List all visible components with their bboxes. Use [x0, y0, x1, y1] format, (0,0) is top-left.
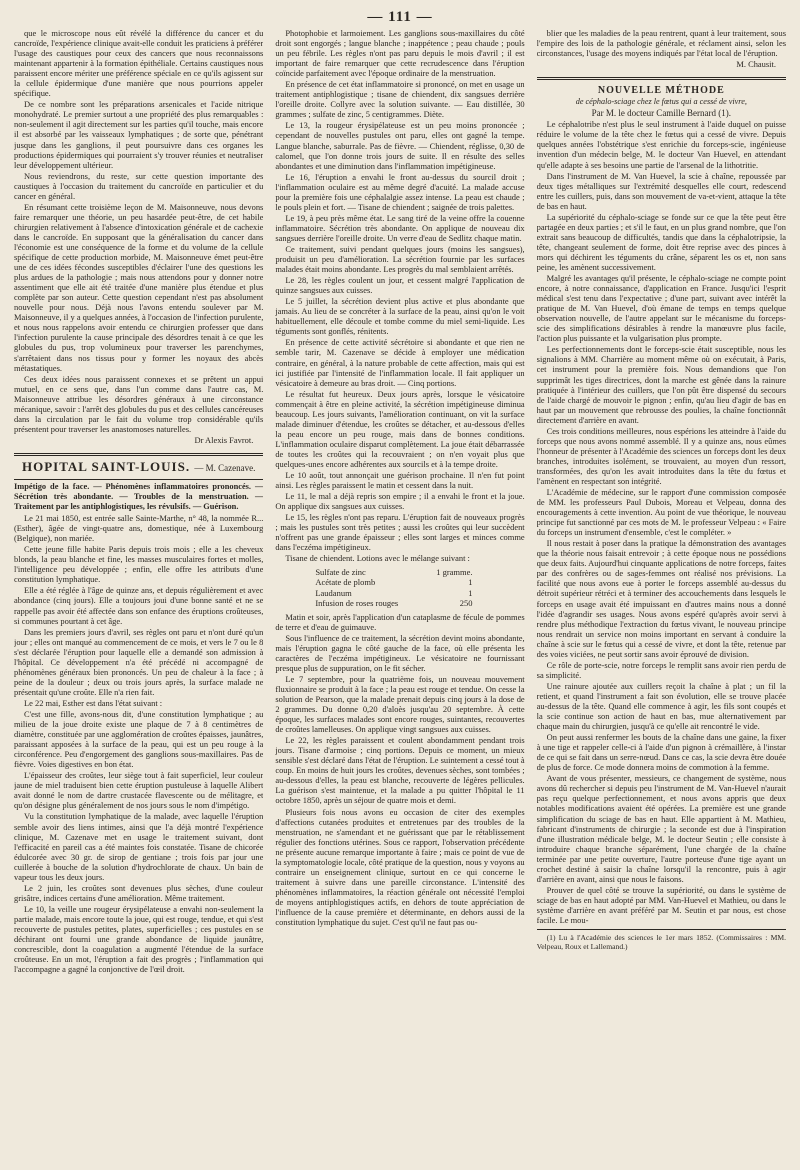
article-paragraph: Le 13, la rougeur érysipélateuse est un peu moins prononcée ; cependant de nouvelles pustules ont paru, elles ont gagné la tempe. Langue blanche, saburrale. Pas de fièvre. — Chiendent, réglisse, 0,30 de calomel, que l'on donne trois jours de suite. Il en résulte des selles abondantes et une diminution dans l'inflammation impétigineuse. [275, 120, 525, 171]
article-paragraph: Le 22, les règles paraissent et coulent abondamment pendant trois jours. Tisane d'armoise ; cinq portions. Depuis ce moment, un mieux sensible s'est déclaré dans l'état de l'éruption. Le suintement a cessé tout à coup. En moins de huit jours les croûtes, devenues sèches, sont tombées ; au-dessous d'elles, la peau est blanche, recouverte de légères pellicules. La guérison s'est maintenue, et la malade a pu quitter l'hôpital le 11 octobre 1850, après un séjour de quatre mois et demi. [275, 735, 525, 806]
article-paragraph: L'Académie de médecine, sur le rapport d'une commission composée de MM. les professeurs Paul Dubois, Moreau et Velpeau, donna des encouragements à cette invention. Au point de vue théorique, le nouveau principe fut sanctionné par ces mots de M. le professeur Velpeau : « Faire du forceps un instrument d'ensemble, c'est le compléter. » [536, 487, 786, 538]
hospital-author: — M. Cazenave. [194, 462, 256, 473]
footnote: (1) Lu à l'Académie des sciences le 1er mars 1852. (Commissaires : MM. Velpeau, Roux et Lallemand.) [537, 929, 786, 951]
article-paragraph: Le résultat fut heureux. Deux jours après, lorsque le vésicatoire commençait à être en pleine activité, la sécrétion impétigineuse diminua beaucoup. Les jours suivants, l'amélioration continuant, on vit la surface malade diminuer d'étendue, les croûtes se détacher, et au-dessous d'elles la peau encore un peu rouge, mais dans de bonnes conditions. L'inflammation oculaire disparut complètement. La joue était débarrassée de toutes les croûtes qui la recouvraient ; on n'en voyait plus que quelques-unes encore adhérentes aux sourcils et à la tempe droite. [275, 388, 525, 469]
article-paragraph: blier que les maladies de la peau rentrent, quant à leur traitement, sous l'empire des lois de la pathologie générale, et réclament ainsi, selon les circonstances, l'usage des moyens indiqués par l'état local de l'éruption. [536, 28, 786, 59]
article-paragraph: Tisane de chiendent. Lotions avec le mélange suivant : [285, 553, 470, 564]
article-paragraph: En présence de cette activité sécrétoire si abondante et que rien ne semble tarir, M. Cazenave se décide à employer une médication contraire, en général, à la nature probable de cette affection, mais qui est ici justifiée par l'intensité de l'inflammation locale. Il fait appliquer un vésicatoire à demeure au bras droit. — Cinq portions. [275, 337, 525, 388]
article-paragraph: On peut aussi renfermer les bouts de la chaîne dans une gaine, la fixer à une tige et rappeler celle-ci à l'aide d'un pignon à crémaillère, à l'instar de ce qui se fait dans un serre-nœud. Dans ce cas, la scie devra être douée de plus de force. Ce mode donnera moins de commotion à la femme. [536, 732, 786, 773]
article-paragraph: Dans l'instrument de M. Van Huevel, la scie à chaîne, repoussée par deux tiges métalliques sur l'extrémité desquelles elle court, redescend entre les cuillers, puis, dans son mouvement de va-et-vient, attaque la tête de bas en haut. [536, 170, 786, 211]
article-paragraph: La supériorité du céphalo-sciage se fonde sur ce que la tête peut être partagée en deux parties ; et s'il le faut, en un plus grand nombre, que l'on extrait sans beaucoup de difficultés, tandis que dans la céphalotripsie, la tête, changeant seulement de forme, doit être reprise avec des pinces à mors qui déchirent les téguments du crâne, séparent les os et, non sans peine, les amènent successivement. [536, 211, 786, 272]
article-paragraph: Sous l'influence de ce traitement, la sécrétion devint moins abondante, mais l'éruption gagna le côté gauche de la face, où elle présenta les caractères de l'eczéma impétigineux. Le vésicatoire ne fournissant presque plus de suppuration, on le fit sécher. [275, 632, 525, 673]
prescription-ingredient: Infusion de roses rouges [315, 597, 399, 608]
prescription-ingredient: Acétate de plomb [315, 577, 376, 588]
section-divider [537, 77, 786, 80]
section-divider [14, 453, 263, 456]
article-subtitle: de céphalo-sciage chez le fœtus qui a cessé de vivre, [575, 97, 747, 107]
column-3 [537, 28, 786, 1164]
article-paragraph: Avant de vous présenter, messieurs, ce changement de système, nous avons dû rechercher si depuis peu l'instrument de M. Van-Huevel n'aurait pas reçu quelque perfectionnement, et nous avons appris que deux notables modifications avaient été opérées. La première est une grande simplification du sciage de bas en haut. Elle appartient à M. Mathieu, fabricant d'instruments de chirurgie ; la seconde est due à l'inspiration d'une illustration médicale belge, M. le docteur Seutin ; elle consiste à introduire chaque branche séparément, l'une chargée de la chaîne terminée par une petite ouverture, l'autre porteuse d'une tige ayant un crochet destiné à saisir la chaîne lorsqu'il la rencontre, puis à agir d'arrière en avant, ainsi que nous le faisons. [536, 773, 786, 884]
article-paragraph: Une rainure ajoutée aux cuillers reçoit la chaîne à plat ; un fil la retient, et quand l'instrument a fait son évolution, elle se trouve placée au-dessus de la tête. Quand elle commence à agir, les fils sont coupés et la scie continue son action de haut en bas, mue alternativement par chaque main du chirurgien, jusqu'à ce qu'elle ait rencontré le vide. [536, 680, 786, 732]
prescription-row [315, 588, 480, 598]
case-paragraph: Elle a été réglée à l'âge de quinze ans, et depuis régulièrement et avec abondance (cinq jours). Elle a toujours joui d'une bonne santé et ne se rappelle pas avoir été affectée dans son enfance des éruptions croûteuses, si communes pourtant à cet âge. [14, 585, 264, 626]
case-paragraph: L'épaisseur des croûtes, leur siège tout à fait superficiel, leur couleur jaune de miel traduisent bien cette éruption pustuleuse à laquelle Alibert avait donné le nom de dartre crustacée flavescente ou de mélitagre, et qu'on désigne plus généralement de nos jours sous le nom d'impétigo. [14, 770, 264, 811]
section-title-hospital [14, 458, 263, 474]
prescription-quantity: 1 [468, 587, 473, 598]
article-paragraph: Le 28, les règles coulent un jour, et cessent malgré l'application de quinze sangsues aux cuisses. [275, 275, 525, 296]
prescription-quantity: 1 [468, 577, 473, 588]
article-paragraph: Ce rôle de porte-scie, notre forceps le remplit sans avoir rien perdu de sa simplicité. [536, 659, 786, 680]
column-2 [275, 28, 524, 1164]
case-paragraph: Le 10, la veille une rougeur érysipélateuse a envahi non-seulement la partie malade, mais encore toute la joue, qui est rouge, tendue, et qui s'est recouverte de pustules petites, plates, superficielles ; ces pustules en se déchirant ont fourni une grande abondance de liquide jaunâtre, concrescible, dont la coagulation a augmenté l'étendue de la surface croûteuse. En un mot, l'éruption a fait des progrès ; l'inflammation qui l'accompagne a gagné la conjonctive de l'œil droit. [14, 903, 264, 975]
prescription-ingredient: Laudanum [315, 587, 352, 598]
article-author: Par M. le docteur Camille Bernard (1). [591, 108, 732, 119]
case-summary: Impétigo de la face. — Phénomènes inflammatoires prononcés. — Sécrétion très abondante. — Troubles de la menstruation. — Traitement par les antiphlogistiques, les révulsifs. — Guérison. [14, 481, 264, 512]
case-paragraph: Le 22 mai, Esther est dans l'état suivant : [24, 697, 163, 708]
article-paragraph: Il nous restait à poser dans la pratique la démonstration des avantages que la théorie nous faisait entrevoir ; à cette époque nous ne possédions que deux faits. Aujourd'hui cinquante applications de notre forceps, faites par des confrères ou de sages-femmes ont réalisé nos prévisions. La facilité que nous avons eue à porter le forceps assemblé au-dessus du détroit supérieur rétréci et à terminer des accouchements dans lesquels le forceps en usage avait été impuissant en d'autres mains nous a donné l'idée d'agrandir ses usages. Nous avons espéré qu'après avoir servi à rendre plus méthodique l'extraction du fœtus vivant, le nouveau principe nous rendrait un service non moins important en servant à conduire la chaîne à scie sur le fœtus qui a cessé de vivre, et dont la tête, retenue par des voies viciées, ne peut sortir sans avoir éprouvé de division. [536, 538, 786, 659]
prescription-row [315, 577, 480, 587]
article-paragraph: Les perfectionnements dont le forceps-scie était susceptible, nous les signalions à MM. Charrière au moment même où on exécutait, à Paris, cet instrument pour la première fois. Nous demandions que l'on supprimât les tiges directrices, dont la marche est gênée dans la rainure pratiquée à l'intérieur des cuillers, que l'on pût être dispensé du secours de l'aide chargé de mouvoir le pignon ; enfin, qu'au lieu d'agir de bas en haut par un mouvement que rebrousse des poulies, la chaîne fonctionnât directement d'arrière en avant. [536, 344, 786, 425]
article-paragraph: Le 5 juillet, la sécrétion devient plus active et plus abondante que jamais. Au lieu de se concréter à la surface de la peau, ainsi qu'on le voit habituellement, elle découle et tombe comme du miel semi-liquide. Les téguments sont gonflés, rénitents. [275, 296, 525, 337]
page-number: — 111 — [367, 9, 433, 25]
prescription-quantity: 250 [459, 597, 473, 608]
column-1 [14, 28, 263, 1164]
prescription-ingredient: Sulfate de zinc [315, 567, 366, 578]
article-paragraph: que le microscope nous eût révélé la différence du cancer et du cancroïde, l'expérience clinique avait-elle conduit les praticiens à préférer l'usage des caustiques pour ceux des cancers que nous reconnaissons maintenant appartenir à la formation épithéliale. Certains caustiques nous paraissent encore mériter une préférence spéciale en ce qu'ils agissent sur la cellule épidermique d'une manière que nous pourrions appeler spécifique. [14, 28, 264, 99]
prescription-row [315, 567, 480, 577]
case-paragraph: Le 2 juin, les croûtes sont devenues plus sèches, d'une couleur grisâtre, indices certains d'une amélioration. Même traitement. [14, 882, 264, 903]
article-paragraph: Le 15, les règles n'ont pas reparu. L'éruption fait de nouveaux progrès ; mais les pustules sont très petites ; aussi les croûtes qui leur succèdent n'offrent pas une grande épaisseur ; elles sont larges et minces comme dans l'eczéma impétigineux. [275, 512, 525, 553]
article-paragraph: Le 11, le mal a déjà repris son empire ; il a envahi le front et la joue. On applique dix sangsues aux cuisses. [275, 491, 525, 512]
hospital-name: HOPITAL SAINT-LOUIS. [21, 458, 191, 474]
article-paragraph: Ces deux idées nous paraissent connexes et se prêtent un appui mutuel, en ce sens que, dans l'un comme dans l'autre cas, M. Maisonneuve attribue les désordres généraux à une circonstance mécanique, savoir : l'arrêt des globules du pus et des cellules cancéreuses dans la circulation par le fait du volume trop considérable qu'ils présentent pour traverser les anastomoses naturelles. [14, 373, 264, 434]
prescription-table [315, 567, 480, 607]
article-paragraph: Le 7 septembre, pour la quatrième fois, un nouveau mouvement fluxionnaire se produit à la face ; la peau est rouge et tendue. On cesse la solution de Pearson, que la malade prenait depuis cinq jours à la dose de 2 grammes. Du donne 0,20 d'aloès jusqu'au 20 septembre. À cette époque, les surfaces malades sont encore rouges, suintantes, recouvertes de croûtes lamelleuses. On applique vingt sangsues aux cuisses. [275, 673, 525, 735]
article-paragraph: Ce traitement, suivi pendant quelques jours (moins les sangsues), produisit un peu d'amélioration. La sécrétion fournie par les surfaces malades était moins abondante. Les progrès du mal semblaient arrêtés. [275, 243, 525, 275]
article-paragraph: Le 19, à peu près même état. Le sang tiré de la veine offre la couenne inflammatoire. Sécrétion très abondante. On applique de nouveau dix sangsues derrière l'oreille droite. Un verre d'eau de Sedlitz chaque matin. [275, 212, 525, 243]
article-signature: M. Chausit. [736, 59, 776, 70]
article-paragraph: Matin et soir, après l'application d'un cataplasme de fécule de pommes de terre et d'eau de guimauve. [275, 611, 525, 632]
article-signature: Dr Alexis Favrot. [194, 434, 254, 445]
article-heading: NOUVELLE MÉTHODE [597, 85, 725, 97]
prescription-row [315, 598, 480, 608]
article-paragraph: Plusieurs fois nous avons eu occasion de citer des exemples d'affections cutanées produites et entretenues par des troubles de la menstruation, ne s'amendant et ne guérissant que par le rétablissement régulier des fonctions utérines. Sous ce rapport, l'observation précédente ne présente aucune remarque importante à faire ; mais ce point de vue de la symptomatologie locale, côté pratique de la question, nous y voyons au contraire un enseignement clinique, surtout en ce qui concerne le traitement à suivre dans une pareille circonstance. L'intensité des phénomènes inflammatoires, la réaction générale ont nécessité l'emploi de moyens antiphlogistiques actifs, en dehors de toute appréciation de l'influence de la cause première et déterminante, en dehors aussi de la constitution lymphatique du sujet. C'est qu'il ne faut pas ou- [275, 806, 525, 928]
article-paragraph: Le 10 août, tout annonçait une guérison prochaine. Il n'en fut point ainsi. Les règles paraissent le matin et cessent dans la nuit. [275, 470, 525, 491]
article-paragraph: Prouver de quel côté se trouve la supériorité, ou dans le système de sciage de bas en haut adopté par MM. Van-Huevel et Mathieu, ou dans le système d'arrière en avant préféré par M. Seutin et par nous, est chose facile. Le mou- [536, 884, 786, 925]
article-paragraph: En présence de cet état inflammatoire si prononcé, on met en usage un traitement antiphlogistique ; tisane de chiendent, dix sangsues derrière l'oreille droite. Collyre avec la solution suivante. — Eau distillée, 30 grammes ; sulfate de zinc, 5 centigrammes. Diète. [275, 79, 525, 120]
article-paragraph: De ce nombre sont les préparations arsenicales et l'acide nitrique monohydraté. Le premier surtout a une propriété des plus remarquables : non-seulement il agit directement sur les parties qu'il touche, mais encore il est absorbé par les vaisseaux lymphatiques ; de sorte que, pénétrant jusque dans les ganglions, il peut poursuivre dans ces organes les productions épidermiques qui pourraient s'y trouver réunies et neutraliser leur développement ultérieur. [14, 99, 264, 170]
case-paragraph: Dans les premiers jours d'avril, ses règles ont paru et n'ont duré qu'un jour ; elles ont manqué au commencement de ce mois, et vers le 7 ou le 8 s'est déclarée l'éruption pour laquelle elle a demandé son admission à l'hôpital. Ce développement n'a été précédé ni accompagné de phénomènes généraux bien prononcés. Un peu de chaleur à la face ; à peine de la douleur ; deux ou trois jours après, la surface malade ne présentait qu'une croûte. Elle n'a rien fait. [14, 626, 264, 697]
article-paragraph: Photophobie et larmoiement. Les ganglions sous-maxillaires du côté droit sont engorgés ; langue blanche ; inappétence ; peau chaude ; pouls un peu fébrile. Les règles n'ont pas paru depuis le mois d'avril ; il est important de faire remarquer que cette recrudescence dans l'éruption coïncide parfaitement avec l'époque ordinaire de la menstruation. [275, 28, 525, 79]
prescription-quantity: 1 gramme. [436, 567, 473, 578]
article-paragraph: Le céphalotribe n'est plus le seul instrument à l'aide duquel on puisse réduire le volume de la tête chez le fœtus qui a cessé de vivre. Depuis quelques années l'obstétrique s'est enrichie du forceps-scie, ingénieuse invention d'un médecin belge, M. le docteur Van Huevel, en attendant qu'elle adapte à ses besoins une partie de l'arsenal de la lithotritie. [536, 119, 786, 170]
article-paragraph: Ces trois conditions meilleures, nous espérions les atteindre à l'aide du forceps que nous avons nommé assemblé. Il y a quinze ans, nous eûmes l'honneur de présenter à l'Académie des sciences un forceps dont les deux branches, introduites isolément, se trouvaient, au moyen d'un ressort, transformées, des qu'on les avait introduites dans la tête du fœtus et l'amènent en respectant son intégrité. [536, 425, 786, 486]
case-paragraph: Le 21 mai 1850, est entrée salle Sainte-Marthe, n° 48, la nommée R... (Esther), âgée de vingt-quatre ans, domestique, née à Luxembourg (Belgique), non mariée. [14, 513, 264, 544]
article-paragraph: En résumant cette troisième leçon de M. Maisonneuve, nous devons faire remarquer une théorie, un peu hasardée peut-être, de cet habile chirurgien relativement à l'absence d'intoxication générale et de cachexie dans le cancroïde. En supposant que la généralisation du cancer dans l'économie est une conséquence de la forme et du volume de la cellule spécifique de cette production morbide, M. Maisonneuve émet peut-être une de ces idées fécondes susceptibles d'éclairer l'une des questions les plus ardues de la pathologie ; mais nous attendons pour y donner notre assentiment que elle ait été traitée d'une manière plus étendue et plus complète par son auteur. Cette question cependant n'est pas absolument nouvelle pour nous. Déjà nous l'avons entendu soulever par M. Maisonneuve, il y a quelques années, à l'occasion de l'infection purulente, et nous nous rappelons avoir entendu ce chirurgien professer que dans l'infection purulente la cause principale des désordres tenait à ce que les globules du pus, trop volumineux pour traverser les parenchymes, s'arrêtaient dans nos tissus pour y former les noyaux des abcès métastatiques. [14, 201, 264, 373]
article-paragraph: Nous reviendrons, du reste, sur cette question importante des caustiques à l'occasion du traitement du cancroïde en particulier et du cancer en général. [14, 170, 264, 201]
article-paragraph: Le 16, l'éruption a envahi le front au-dessus du sourcil droit ; l'inflammation oculaire est au même degré d'acuité. La malade accuse pour la première fois une céphalalgie assez intense. La peau est chaude ; le pouls plein et fort. — Tisane de chiendent ; saignée de trois palettes. [275, 171, 525, 212]
case-paragraph: C'est une fille, avons-nous dit, d'une constitution lymphatique ; au milieu de la joue droite existe une plaque de 7 à 8 centimètres de diamètre, constituée par une agglomération de croûtes épaisses, jaunâtres, paraissant apposées à la surface de la peau, qui est un peu rouge à la circonférence. Peu d'engorgement des ganglions sous-maxillaires. Pas de fièvre. Voies digestives en bon état. [14, 709, 264, 770]
title-rule [14, 479, 263, 480]
article-paragraph: Malgré les avantages qu'il présente, le céphalo-sciage ne compte point encore, à notre connaissance, d'application en France. Jusqu'ici l'esprit médical s'est tenu dans l'expectative ; d'une part, suivant avec intérêt la pratique de M. Van Huevel, d'où émane de temps en temps quelque observation nouvelle, de l'autre appelant sur le mécanisme du forceps-scie des simplifications désirables à rendre la manœuvre plus facile, l'action plus puissante et la vulgarisation plus prompte. [536, 273, 786, 344]
case-paragraph: Vu la constitution lymphatique de la malade, avec laquelle l'éruption semble avoir des liens intimes, ainsi que l'a déjà montré l'expérience clinique, M. Cazenave met en usage le traitement suivant, dont l'efficacité en pareil cas a été maintes fois constatée. Tisane de chicorée édulcorée avec 30 gr. de sirop de gentiane ; trois fois par jour une cuillerée à bouche de la solution d'hydrochlorate de chaux. Un bain de vapeur tous les deux jours. [14, 811, 264, 882]
columns [14, 28, 786, 1164]
case-paragraph: Cette jeune fille habite Paris depuis trois mois ; elle a les cheveux blonds, la peau blanche et fine, les masses musculaires fortes et molles, l'intelligence peu développée ; enfin, elle offre les attributs d'une constitution lymphatique. [14, 544, 264, 585]
